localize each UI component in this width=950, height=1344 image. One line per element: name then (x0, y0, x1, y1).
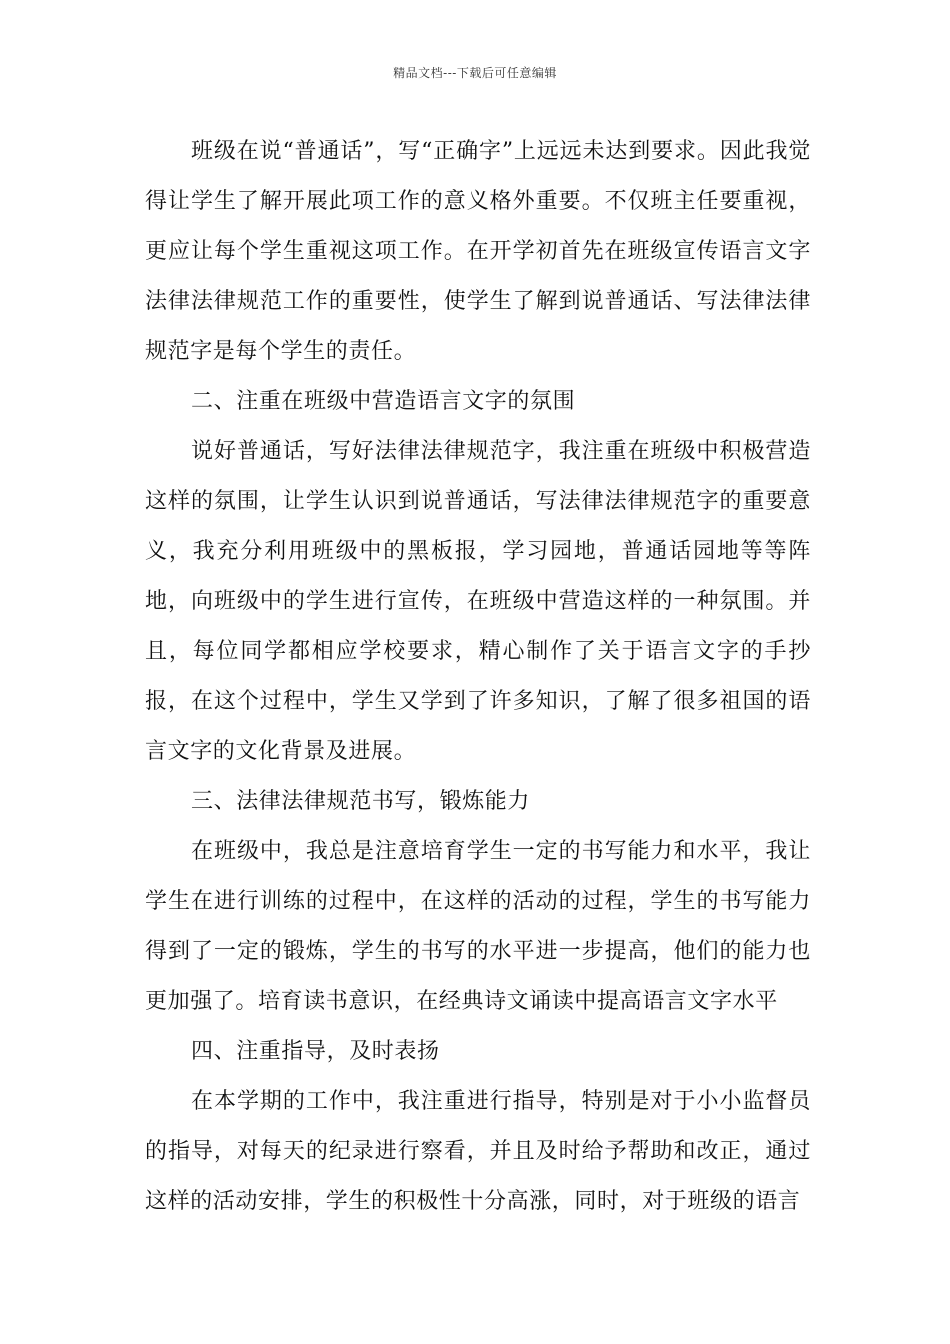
section-heading-4: 四、注重指导，及时表扬 (191, 1039, 440, 1064)
section-heading-2: 二、注重在班级中营造语言文字的氛围 (191, 389, 576, 414)
paragraph-section-4: 在本学期的工作中，我注重进行指导，特别是对于小小监督员的指导，对每天的纪录进行察看，并且及时给予帮助和改正，通过这样的活动安排，学生的积极性十分高涨，同时，对于班级的语言 (145, 1089, 811, 1214)
section-heading-3: 三、法律法律规范书写，锻炼能力 (191, 789, 531, 814)
document-body (145, 127, 811, 1227)
paragraph-section-3: 在班级中，我总是注意培育学生一定的书写能力和水平，我让学生在进行训练的过程中，在这样的活动的过程，学生的书写能力得到了一定的锻炼，学生的书写的水平进一步提高，他们的能力也更加强了。培育读书意识，在经典诗文诵读中提高语言文字水平 (145, 839, 811, 1014)
paragraph-section-2: 说好普通话，写好法律法律规范字，我注重在班级中积极营造这样的氛围，让学生认识到说普通话，写法律法律规范字的重要意义，我充分利用班级中的黑板报，学习园地，普通话园地等等阵地，向班级中的学生进行宣传，在班级中营造这样的一种氛围。并且，每位同学都相应学校要求，精心制作了关于语言文字的手抄报，在这个过程中，学生又学到了许多知识，了解了很多祖国的语言文字的文化背景及进展。 (145, 439, 811, 764)
paragraph-intro: 班级在说“普通话”，写“正确字”上远远未达到要求。因此我觉得让学生了解开展此项工作的意义格外重要。不仅班主任要重视，更应让每个学生重视这项工作。在开学初首先在班级宣传语言文字法律法律规范工作的重要性，使学生了解到说普通话、写法律法律规范字是每个学生的责任。 (145, 139, 811, 364)
page-header: 精品文档---下载后可任意编辑 (393, 66, 557, 80)
